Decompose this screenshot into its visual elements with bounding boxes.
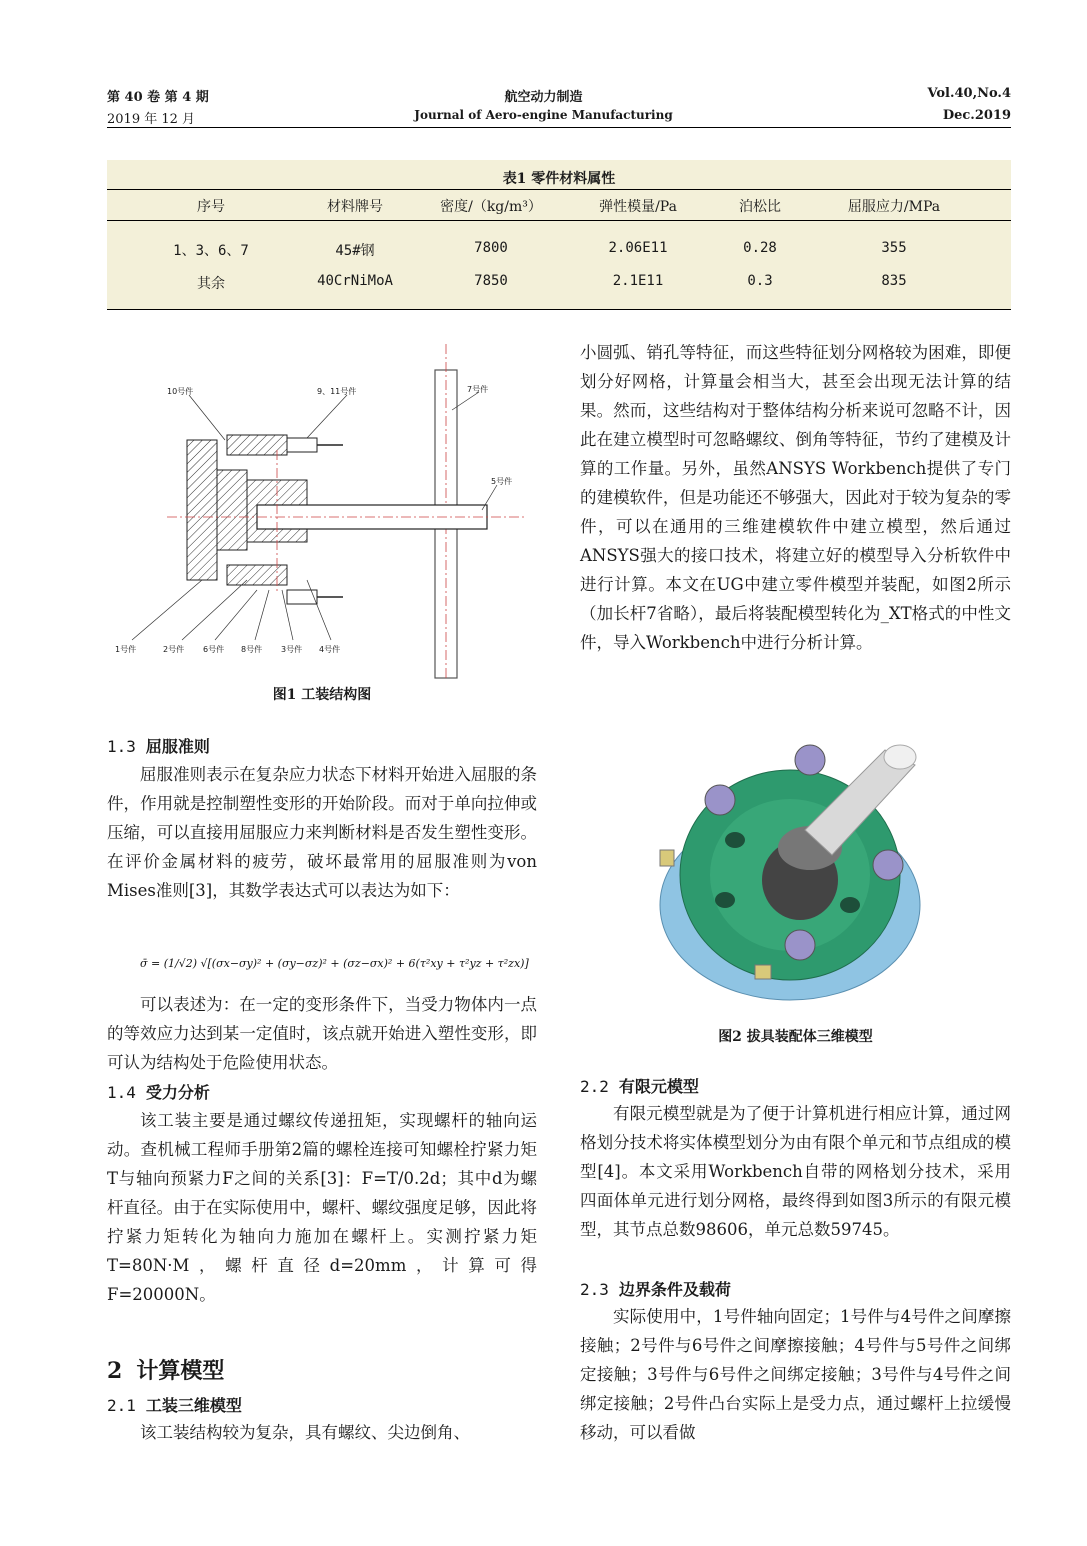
table-cell: 835: [881, 273, 907, 289]
table-header-cell: 泊松比: [739, 199, 781, 215]
journal-date: 2019 年 12 月: [107, 112, 196, 127]
journal-title-cn: 航空动力制造: [504, 90, 583, 105]
paragraph-3d-model-start: 该工装结构较为复杂，具有螺纹、尖边倒角、: [140, 1423, 470, 1442]
paragraph-force-analysis: 该工装主要是通过螺纹传递扭矩，实现螺杆的轴向运动。查机械工程师手册第2篇的螺栓连接可知螺栓拧紧力矩T与轴向预紧力F之间的关系[3]：F=T/0.2d；其中d为螺杆直径。由于在实际使用中，螺杆、螺纹强度足够，因此将拧紧力矩转化为轴向力施加在螺杆上。实测拧紧力矩T=80N·M，螺杆直径d=20mm，计算可得F=20000N。: [107, 1111, 537, 1304]
header-rule: [107, 127, 1011, 128]
section-heading-2: 2 计算模型: [107, 1358, 225, 1384]
journal-volume: Vol.40,No.4: [927, 86, 1011, 101]
table-cell: 0.3: [747, 273, 773, 289]
figure-2-image: [640, 730, 940, 1010]
paragraph-boundary-conditions: 实际使用中，1号件轴向固定；1号件与4号件之间摩擦接触；2号件与6号件之间摩擦接触；4号件与5号件之间绑定接触；3号件与6号件之间绑定接触；3号件与4号件之间绑定接触；2号件凸台实际上是受力点，通过螺杆上拉缓慢移动，可以看做: [580, 1307, 1011, 1442]
label-part-4: 4号件: [319, 645, 341, 654]
table-bottom-rule: [107, 309, 1011, 310]
table-top-rule: [107, 189, 1011, 190]
label-part-5: 5号件: [491, 477, 513, 486]
paragraph-fe-model: 有限元模型就是为了便于计算机进行相应计算，通过网格划分技术将实体模型划分为由有限个单元和节点组成的模型[4]。本文采用Workbench自带的网格划分技术，采用四面体单元进行划分网格，最终得到如图3所示的有限元模型，其节点总数98606，单元总数59745。: [580, 1104, 1011, 1239]
table-title: 表1 零件材料属性: [502, 171, 616, 187]
table-cell: 355: [881, 240, 907, 256]
table-cell: 45#钢: [335, 243, 375, 259]
section-heading-1-4: 1.4 受力分析: [107, 1083, 210, 1102]
label-part-10: 10号件: [167, 387, 194, 396]
table-cell: 40CrNiMoA: [317, 273, 393, 289]
section-heading-2-1: 2.1 工装三维模型: [107, 1396, 242, 1415]
journal-date-en: Dec.2019: [942, 108, 1011, 123]
label-part-9-11: 9、11号件: [317, 387, 357, 396]
paragraph-yield-criterion: 屈服准则表示在复杂应力状态下材料开始进入屈服的条件，作用就是控制塑性变形的开始阶段。而对于单向拉伸或压缩，可以直接用屈服应力来判断材料是否发生塑性变形。在评价金属材料的疲劳，破坏最常用的屈服准则为von Mises准则[3]，其数学表达式可以表达为如下：: [107, 765, 537, 900]
section-heading-2-3: 2.3 边界条件及载荷: [580, 1280, 731, 1299]
table-header-cell: 弹性模量/Pa: [599, 199, 677, 215]
table-material-properties: [107, 160, 1011, 310]
journal-title-en: Journal of Aero-engine Manufacturing: [414, 108, 673, 122]
table-header-rule: [107, 220, 1011, 221]
von-mises-formula: [140, 948, 540, 978]
table-cell: 2.06E11: [608, 240, 668, 256]
label-part-6: 6号件: [203, 645, 225, 654]
section-heading-2-2: 2.2 有限元模型: [580, 1077, 699, 1096]
figure-1-drawing: [107, 340, 537, 680]
figure-1-caption: 图1 工装结构图: [272, 687, 372, 703]
paragraph-yield-description: 可以表述为：在一定的变形条件下，当受力物体内一点的等效应力达到某一定值时，该点就开始进入塑性变形，即可认为结构处于危险使用状态。: [107, 995, 537, 1072]
label-part-2: 2号件: [163, 645, 185, 654]
figure-2-caption: 图2 拔具装配体三维模型: [718, 1029, 873, 1045]
label-part-1: 1号件: [115, 645, 137, 654]
table-header-cell: 密度/（kg/m³）: [440, 199, 542, 215]
table-cell: 7850: [474, 273, 508, 289]
journal-issue: 第 40 卷 第 4 期: [107, 90, 209, 105]
label-part-3: 3号件: [281, 645, 303, 654]
table-header-cell: 序号: [197, 199, 225, 215]
label-part-7: 7号件: [467, 385, 489, 394]
table-cell: 0.28: [743, 240, 777, 256]
label-part-8: 8号件: [241, 645, 263, 654]
formula-text: σ̄ = (1/√2) √[(σx−σy)² + (σy−σz)² + (σz−σx)² + 6(τ²xy + τ²yz + τ²zx)]: [140, 957, 529, 970]
table-header-cell: 材料牌号: [327, 199, 383, 215]
table-cell: 2.1E11: [612, 273, 664, 289]
paragraph-3d-model-cont: 小圆弧、销孔等特征，而这些特征划分网格较为困难，即便划分好网格，计算量会相当大，甚至会出现无法计算的结果。然而，这些结构对于整体结构分析来说可忽略不计，因此在建立模型时可忽略螺纹、倒角等特征，节约了建模及计算的工作量。另外，虽然ANSYS Workbench提供了专门的建模软件，但是功能还不够强大，因此对于较为复杂的零件，可以在通用的三维建模软件中建立模型，然后通过ANSYS强大的接口技术，将建立好的模型导入分析软件中进行计算。本文在UG中建立零件模型并装配，如图2所示（加长杆7省略），最后将装配模型转化为_XT格式的中性文件，导入Workbench中进行分析计算。: [580, 343, 1011, 652]
table-cell: 其余: [197, 276, 225, 292]
table-header-cell: 屈服应力/MPa: [847, 199, 941, 215]
assembly-3d-model: [640, 730, 940, 1010]
section-heading-1-3: 1.3 屈服准则: [107, 737, 210, 756]
table-cell: 1、3、6、7: [173, 243, 249, 259]
table-cell: 7800: [474, 240, 508, 256]
